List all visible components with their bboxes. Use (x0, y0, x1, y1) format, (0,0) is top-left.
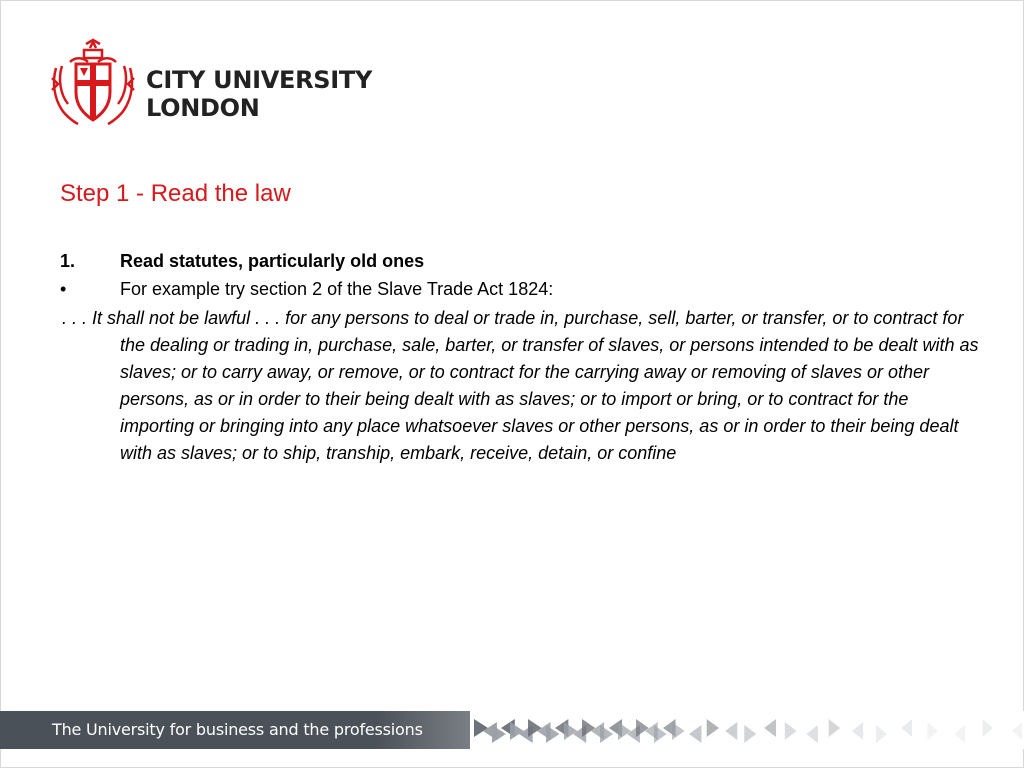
logo-text-line1: CITY UNIVERSITY (146, 66, 373, 94)
footer-pattern-mark (744, 725, 756, 743)
footer-pattern-mark (528, 719, 542, 737)
footer-pattern-mark (785, 722, 797, 740)
footer-pattern-mark (474, 719, 488, 737)
footer (0, 711, 1024, 749)
footer-pattern-mark (955, 725, 966, 743)
logo-text-line2: LONDON (146, 94, 260, 122)
bullet-symbol: • (60, 279, 67, 299)
university-crest-icon (48, 38, 138, 128)
footer-pattern-mark (927, 722, 938, 740)
list-item-number: 1. (60, 251, 76, 271)
footer-pattern-mark (510, 722, 524, 740)
footer-tagline: The University for business and the professions (52, 720, 423, 739)
university-logo (48, 38, 378, 130)
footer-pattern-mark (901, 719, 912, 737)
footer-bar (0, 711, 470, 749)
footer-pattern-decoration (470, 711, 1024, 749)
footer-pattern-mark (1012, 722, 1022, 740)
footer-pattern-mark (582, 719, 595, 737)
footer-pattern-mark (564, 722, 577, 740)
footer-pattern-mark (829, 719, 840, 737)
statute-quote: . . . It shall not be lawful . . . for any persons to deal or trade in, purchase, sell, barter, or transfer, or to contract for the dealing or trading in, purchase, sale, barter, or transfer of slaves, or persons intended to be dealt with as slaves; or to carry away, or remove, or to contract for the carrying away or removing of slaves or other persons, as or in order to their being dealt with as slaves; or to import or bring, or to contract for the importing or bringing into any place whatsoever slaves or other persons, as or in order to their being dealt with as slaves; or to ship, tranship, embark, receive, detain, or confine (62, 308, 979, 463)
list-item-title: Read statutes, particularly old ones (120, 251, 425, 271)
footer-pattern-mark (764, 719, 776, 737)
footer-pattern-mark (636, 719, 649, 737)
footer-pattern-mark (725, 722, 737, 740)
footer-pattern-mark (672, 722, 685, 740)
footer-pattern-mark (707, 719, 719, 737)
footer-pattern-mark (689, 725, 701, 743)
footer-pattern-mark (806, 725, 818, 743)
footer-pattern-mark (983, 719, 993, 737)
footer-pattern-mark (618, 722, 631, 740)
slide-heading: Step 1 - Read the law (60, 180, 291, 207)
footer-pattern-mark (876, 725, 887, 743)
bullet-text: For example try section 2 of the Slave Trade Act 1824: (120, 279, 554, 299)
footer-pattern-mark (852, 722, 863, 740)
